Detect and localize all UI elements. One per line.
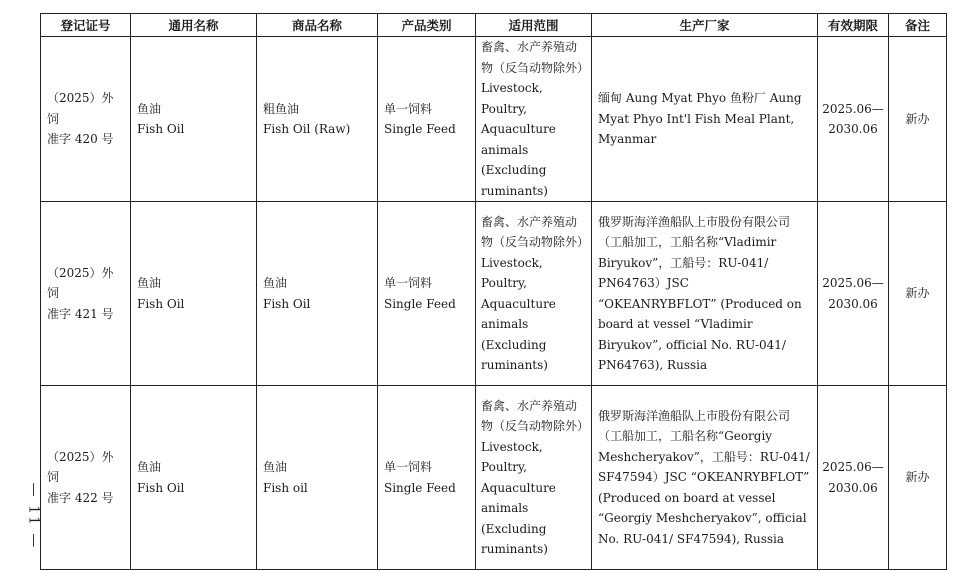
header-remark: 备注 xyxy=(889,14,947,37)
generic-name-cell: 鱼油 Fish Oil xyxy=(131,386,257,570)
header-reg-no: 登记证号 xyxy=(41,14,131,37)
manufacturer-cell: 俄罗斯海洋渔船队上市股份有限公司（工船加工，工船名称“Georgiy Meshcheryakov”，工船号：RU-041/ SF47594）JSC “OKEANRYBFLOT” (Produced on board at vessel “Georgiy Meshcheryakov”, official No. RU-041/ SF47594), Russia xyxy=(592,386,818,570)
remark-cell: 新办 xyxy=(889,202,947,386)
header-validity: 有效期限 xyxy=(818,14,889,37)
category-cell: 单一饲料 Single Feed xyxy=(378,202,476,386)
generic-name-cell: 鱼油 Fish Oil xyxy=(131,202,257,386)
header-trade-name: 商品名称 xyxy=(257,14,378,37)
validity-cell: 2025.06— 2030.06 xyxy=(818,202,889,386)
manufacturer-cell: 俄罗斯海洋渔船队上市股份有限公司（工船加工，工船名称“Vladimir Biryukov”，工船号：RU-041/ PN64763）JSC “OKEANRYBFLOT” (Produced on board at vessel “Vladimir Biryukov”, official No. RU-041/ PN64763), Russia xyxy=(592,202,818,386)
reg-no-cell: （2025）外饲 准字 422 号 xyxy=(41,386,131,570)
header-generic-name: 通用名称 xyxy=(131,14,257,37)
table-row xyxy=(41,202,947,386)
scope-cell: 畜禽、水产养殖动物（反刍动物除外）Livestock, Poultry, Aquaculture animals (Excluding ruminants) xyxy=(476,386,592,570)
table-row xyxy=(41,37,947,202)
scope-cell: 畜禽、水产养殖动物（反刍动物除外）Livestock, Poultry, Aquaculture animals (Excluding ruminants) xyxy=(476,202,592,386)
header-category: 产品类别 xyxy=(378,14,476,37)
reg-no-cell: （2025）外饲 准字 421 号 xyxy=(41,202,131,386)
validity-cell: 2025.06— 2030.06 xyxy=(818,37,889,202)
registration-table xyxy=(40,13,947,570)
header-scope: 适用范围 xyxy=(476,14,592,37)
remark-cell: 新办 xyxy=(889,37,947,202)
page-number: — 11 — xyxy=(25,482,42,550)
validity-cell: 2025.06— 2030.06 xyxy=(818,386,889,570)
reg-no-cell: （2025）外饲 准字 420 号 xyxy=(41,37,131,202)
trade-name-cell: 鱼油 Fish oil xyxy=(257,386,378,570)
remark-cell: 新办 xyxy=(889,386,947,570)
trade-name-cell: 粗鱼油 Fish Oil (Raw) xyxy=(257,37,378,202)
table-row xyxy=(41,386,947,570)
manufacturer-cell: 缅甸 Aung Myat Phyo 鱼粉厂 Aung Myat Phyo Int'l Fish Meal Plant, Myanmar xyxy=(592,37,818,202)
trade-name-cell: 鱼油 Fish Oil xyxy=(257,202,378,386)
generic-name-cell: 鱼油 Fish Oil xyxy=(131,37,257,202)
header-manufacturer: 生产厂家 xyxy=(592,14,818,37)
category-cell: 单一饲料 Single Feed xyxy=(378,386,476,570)
header-row xyxy=(41,14,947,37)
category-cell: 单一饲料 Single Feed xyxy=(378,37,476,202)
scope-cell: 畜禽、水产养殖动物（反刍动物除外）Livestock, Poultry, Aquaculture animals (Excluding ruminants) xyxy=(476,37,592,202)
